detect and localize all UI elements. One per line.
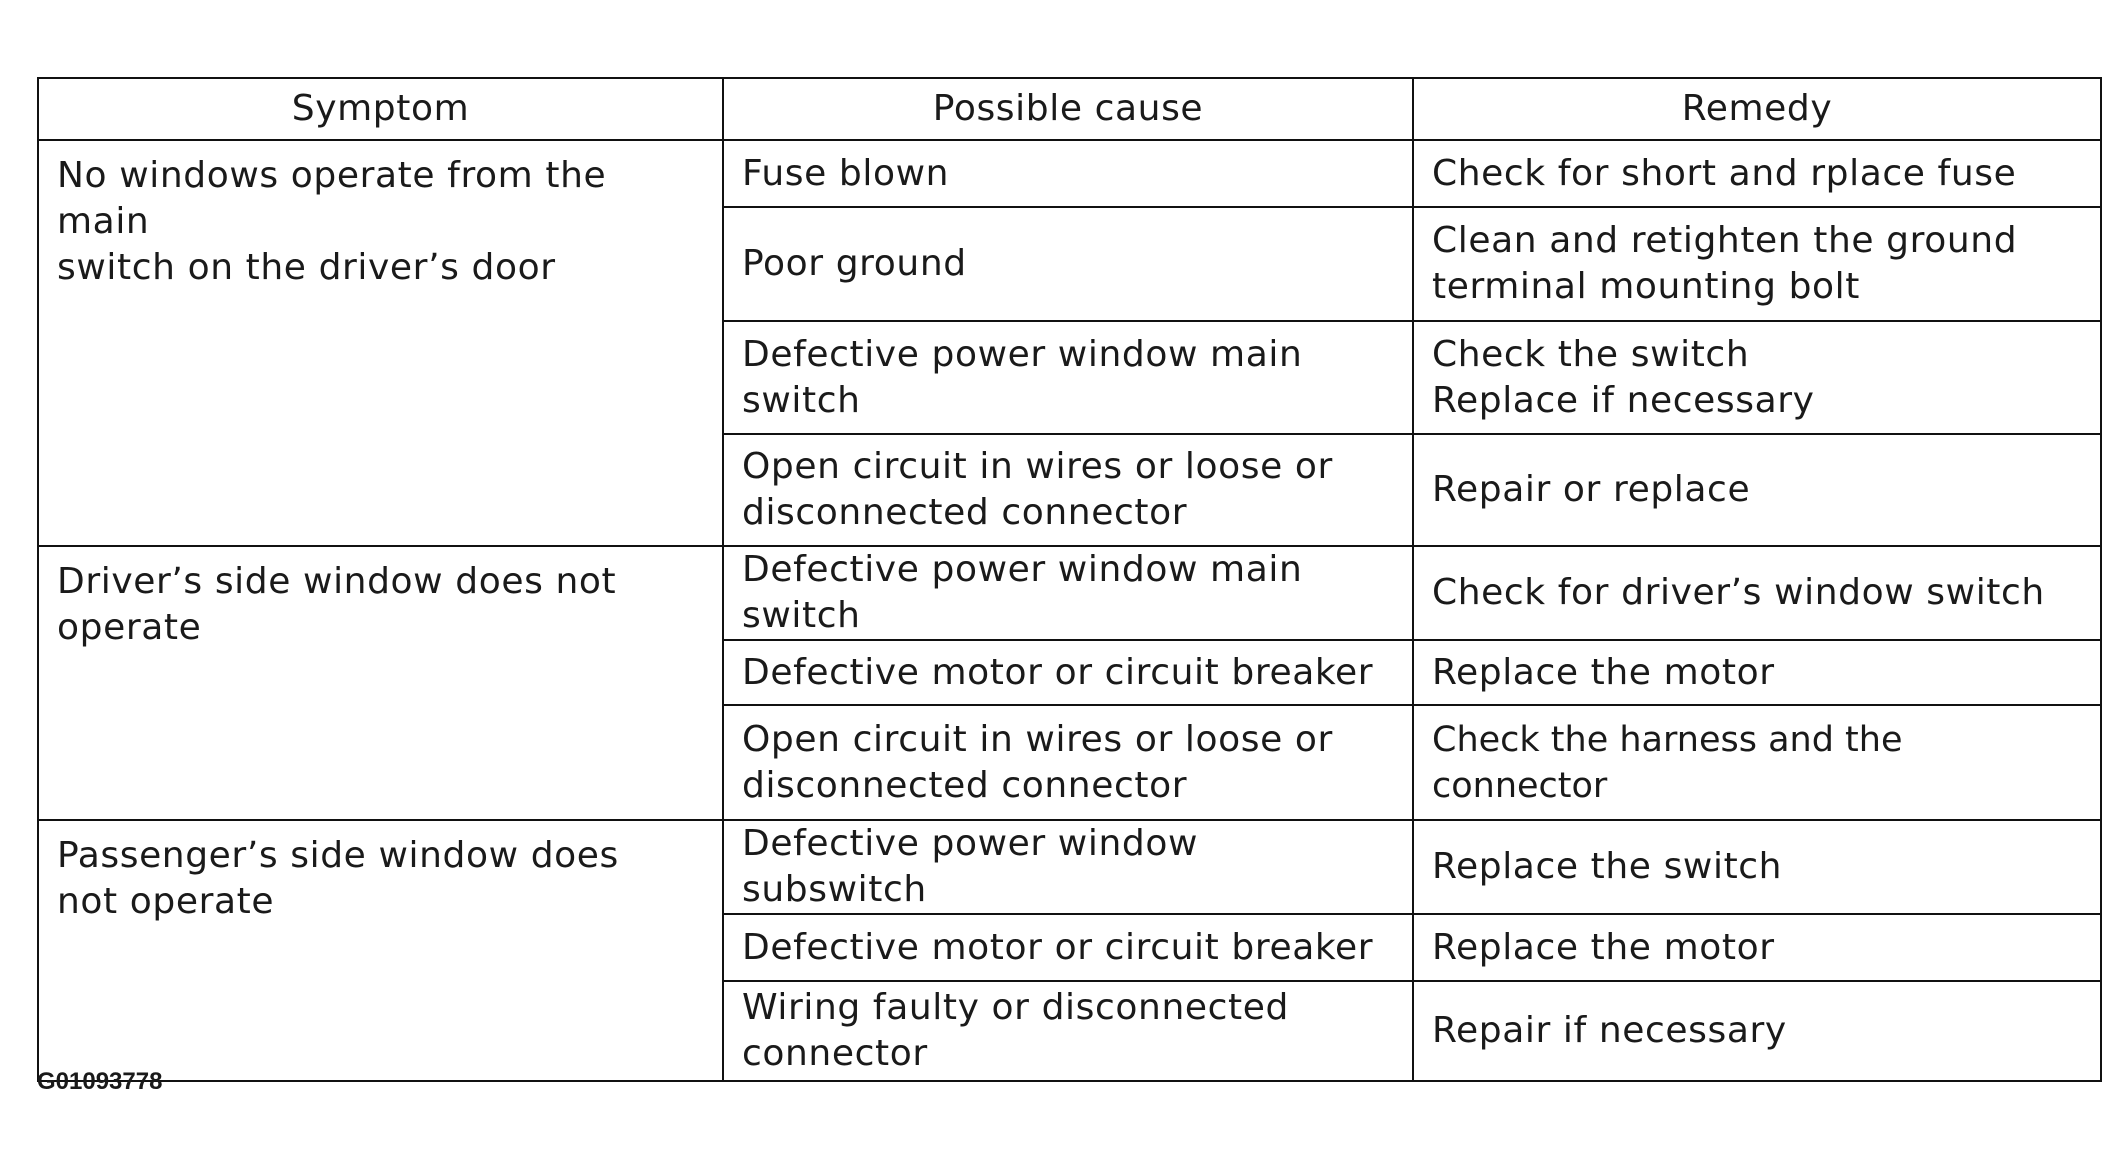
table-row: [38, 140, 2101, 207]
remedy-cell: [1413, 640, 2101, 705]
remedy-cell: [1413, 981, 2101, 1081]
remedy-column-header: Remedy: [1413, 78, 2101, 140]
cause-text: disconnected connector: [742, 492, 1188, 533]
remedy-cell: [1413, 914, 2101, 981]
cause-text: Open circuit in wires or loose or: [742, 446, 1333, 487]
symptom-text: switch on the driver’s door: [57, 247, 556, 288]
cause-text: Defective power window subswitch: [742, 823, 1198, 910]
remedy-text: terminal mounting bolt: [1432, 266, 1860, 307]
symptom-text: not operate: [57, 881, 275, 922]
remedy-text: Repair if necessary: [1432, 1010, 1787, 1051]
cause-cell: [723, 981, 1413, 1081]
symptom-cell: [38, 820, 723, 1081]
symptom-text: No windows operate from the main: [57, 155, 607, 242]
symptom-text: Driver’s side window does not operate: [57, 561, 617, 648]
cause-text: Open circuit in wires or loose or: [742, 718, 1333, 760]
remedy-text: Replace the switch: [1432, 846, 1783, 887]
symptom-text: Passenger’s side window does: [57, 835, 619, 876]
troubleshooting-table: [37, 77, 2102, 1082]
remedy-text: Replace if necessary: [1432, 379, 1815, 421]
symptom-cell: [38, 140, 723, 546]
remedy-cell: [1413, 321, 2101, 434]
cause-text: Defective power window main switch: [742, 549, 1303, 636]
remedy-text: Check for short and rplace fuse: [1432, 152, 2017, 194]
symptom-column-header: Symptom: [38, 78, 723, 140]
cause-cell: [723, 321, 1413, 434]
cause-cell: [723, 640, 1413, 705]
cause-text: Wiring faulty or disconnected: [742, 987, 1289, 1028]
remedy-text: Repair or replace: [1432, 469, 1751, 510]
symptom-cell: [38, 546, 723, 820]
table-header-row: [38, 78, 2101, 140]
remedy-cell: [1413, 546, 2101, 640]
remedy-text: Clean and retighten the ground: [1432, 220, 2018, 261]
cause-cell: [723, 914, 1413, 981]
cause-text: Defective motor or circuit breaker: [742, 926, 1374, 968]
remedy-cell: [1413, 434, 2101, 546]
remedy-text: Check the harness and the connector: [1432, 719, 1903, 806]
cause-cell: [723, 546, 1413, 640]
remedy-text: Check the switch: [1432, 333, 1750, 375]
cause-text: connector: [742, 1033, 928, 1074]
figure-id-label: G01093778: [37, 1068, 163, 1095]
cause-text: disconnected connector: [742, 764, 1188, 806]
table-row: [38, 820, 2101, 914]
cause-text: Defective motor or circuit breaker: [742, 651, 1374, 693]
possible-cause-column-header: Possible cause: [723, 78, 1413, 140]
remedy-cell: [1413, 140, 2101, 207]
cause-cell: [723, 207, 1413, 321]
cause-cell: [723, 705, 1413, 820]
remedy-cell: [1413, 705, 2101, 820]
cause-text: Poor ground: [742, 243, 967, 284]
remedy-cell: [1413, 207, 2101, 321]
cause-text: Defective power window main switch: [742, 334, 1303, 421]
remedy-text: Check for driver’s window switch: [1432, 572, 2045, 613]
remedy-cell: [1413, 820, 2101, 914]
remedy-text: Replace the motor: [1432, 926, 1775, 968]
cause-cell: [723, 434, 1413, 546]
table-row: [38, 546, 2101, 640]
remedy-text: Replace the motor: [1432, 651, 1775, 693]
cause-cell: [723, 140, 1413, 207]
cause-text: Fuse blown: [742, 152, 950, 194]
cause-cell: [723, 820, 1413, 914]
